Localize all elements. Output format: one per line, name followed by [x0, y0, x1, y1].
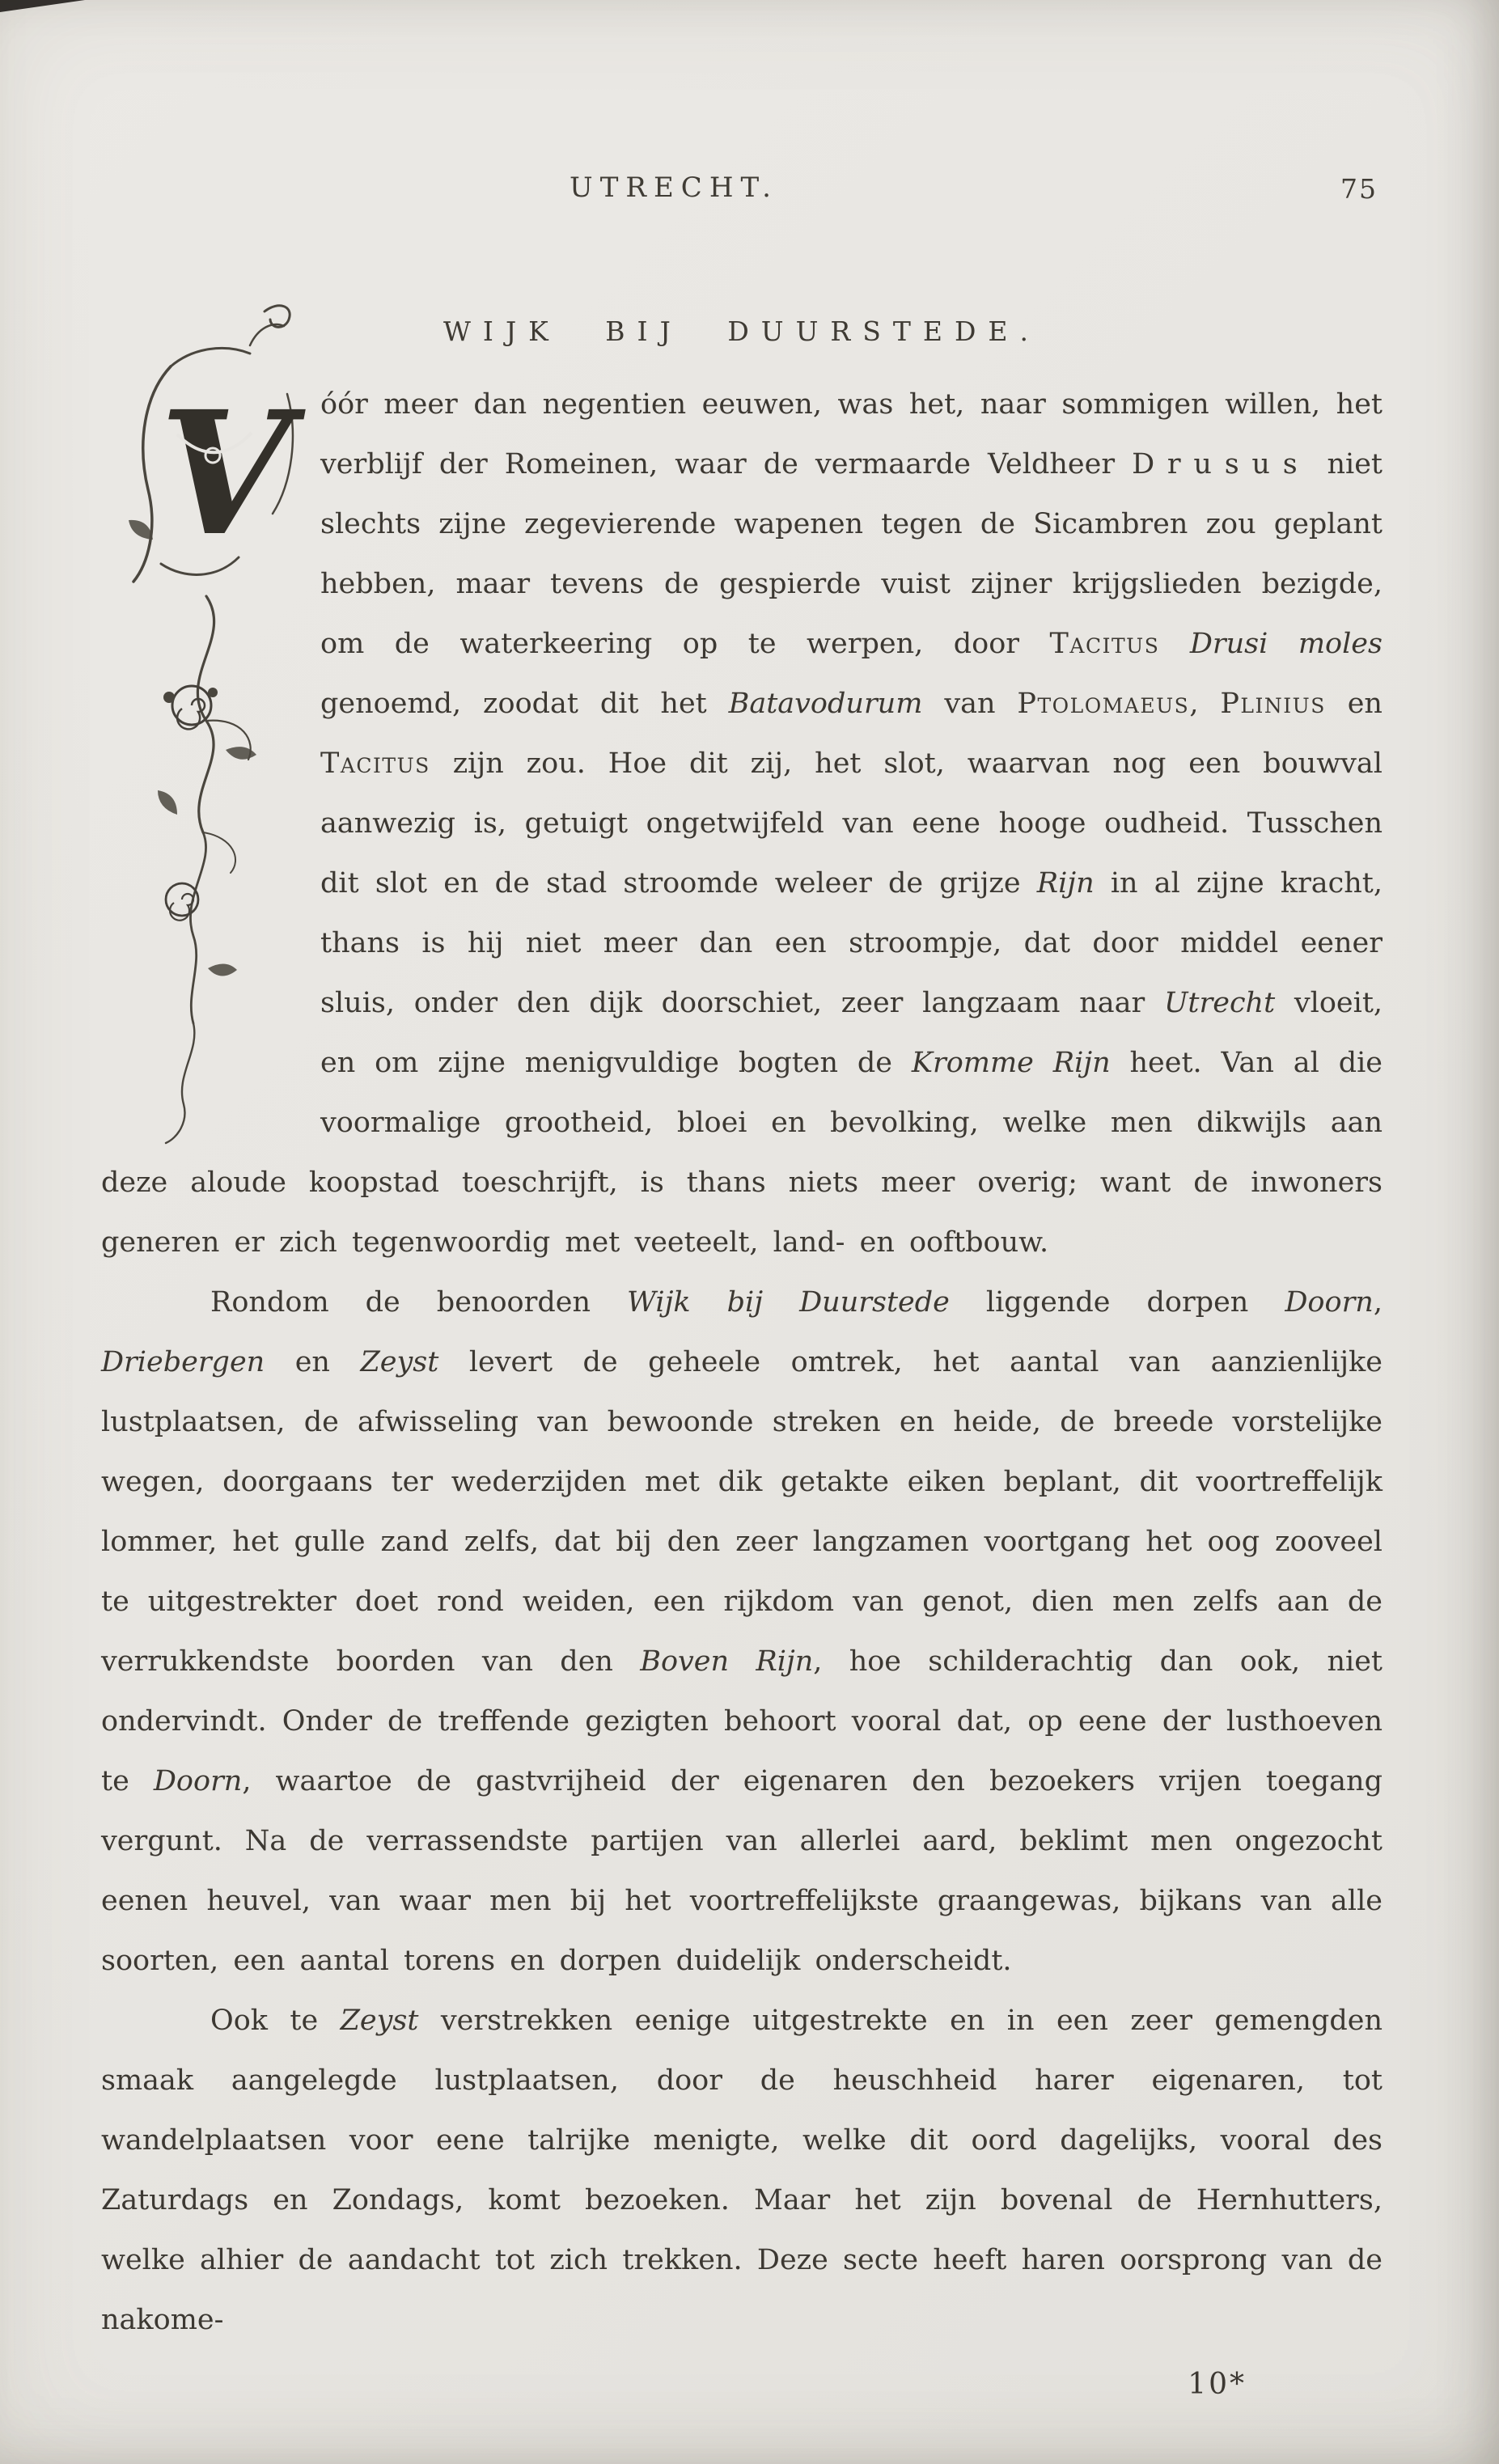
text-run: Wijk bij Duurstede: [627, 1286, 950, 1319]
text-run: liggende dorpen: [949, 1286, 1285, 1319]
page-header: [101, 171, 1383, 204]
text-run: Ptolomaeus: [1017, 688, 1190, 720]
page-number: 75: [1340, 173, 1378, 205]
text-run: heet. Van al die voormalige grootheid, bloei en bevolking, welke men dikwijls aan deze aloude koopstad toeschrijft, is thans niets meer overig; want de inwoners generen er zich tegenwoordig met veeteelt, land- en ooftbouw.: [101, 1047, 1383, 1259]
text-run: verstrekken eenige uitgestrekte en in een zeer gemengden smaak aangelegde lustplaatsen, door de heuschheid harer eigenaren, tot wandelplaatsen voor eene talrijke menigte, welke dit oord dagelijks, vooral des Zaturdags en Zondags, komt bezoeken. Maar het zijn bovenal de Hernhutters, welke alhier de aandacht tot zich trekken. Deze secte heeft haren oorsprong van de nakome-: [101, 2005, 1383, 2336]
text-run: Doorn: [153, 1765, 243, 1797]
text-run: van: [922, 688, 1018, 720]
text-run: levert de geheele omtrek, het aantal van aanzienlijke lustplaatsen, de afwisseling van bewoonde streken en heide, de breede vorstelijke wegen, doorgaans ter wederzijden met dik getakte eiken beplant, dit voortreffelijk lommer, het gulle zand zelfs, dat bij den zeer langzamen voortgang het oog zooveel te uitgestrekter doet rond weiden, een rijkdom van genot, dien men zelfs aan de verrukkendste boorden van den: [101, 1346, 1383, 1678]
section-title: WIJK BIJ DUURSTEDE.: [443, 315, 1040, 347]
text-run: óór meer dan negentien eeuwen, was het, naar sommigen willen, het verblijf der Romeinen, waar de vermaarde Veldheer: [320, 388, 1383, 481]
text-run: vloeit, en om zijne menigvuldige bogten de: [320, 987, 1383, 1079]
paragraph-2: [101, 1272, 1383, 1991]
scan-corner-artifact: [0, 0, 85, 12]
text-run: zijn zou. Hoe dit zij, het slot, waarvan nog een bouwval aanwezig is, getuigt ongetwijfeld van eene hooge oudheid. Tusschen dit slot en de stad stroomde weleer de grijze: [320, 747, 1383, 900]
text-run: Tacitus: [1049, 628, 1160, 660]
text-run: Boven Rijn: [640, 1645, 814, 1678]
text-run: Utrecht: [1163, 987, 1276, 1019]
text-run: Plinius: [1220, 688, 1326, 720]
text-run: in al zijne kracht, thans is hij niet meer dan een stroompje, dat door middel eener sluis, onder den dijk doorschiet, zeer langzaam naar: [320, 867, 1383, 1019]
drop-cap-letter: V: [159, 374, 291, 574]
text-run: ,: [1189, 688, 1221, 720]
text-run: Rijn: [1036, 867, 1095, 900]
text-run: Driebergen: [101, 1346, 265, 1378]
text-run: niet slechts zijne zegevierende wapenen tegen de Sicambren zou geplant hebben, maar tevens de gespierde vuist zijner krijgslieden bezigde, om de waterkeering op te werpen, door: [320, 448, 1383, 660]
text-run: ,: [1373, 1286, 1383, 1319]
text-run: genoemd, zoodat dit het: [320, 688, 729, 720]
running-title: UTRECHT.: [570, 171, 778, 204]
text-run: Drusus: [1132, 448, 1311, 481]
paragraph-3: [101, 1991, 1383, 2350]
text-run: , waartoe de gastvrijheid der eigenaren den bezoekers vrijen toegang vergunt. Na de verrassendste partijen van allerlei aard, beklimt men ongezocht eenen heuvel, van waar men bij het voortreffelijkste graangewas, bijkans van alle soorten, een aantal torens en dorpen duidelijk onderscheidt.: [101, 1765, 1383, 1977]
text-run: Zeyst: [340, 2005, 419, 2037]
page-content: [101, 0, 1383, 2401]
text-run: en: [265, 1346, 361, 1378]
signature-mark: 10*: [1188, 2368, 1247, 2401]
text-run: Batavodurum: [728, 688, 923, 720]
text-run: en: [1325, 688, 1383, 720]
text-run: Drusi moles: [1189, 628, 1383, 660]
text-run: Tacitus: [320, 747, 430, 780]
text-run: , hoe schilderachtig dan ook, niet ondervindt. Onder de treffende gezigten behoort vooral dat, op eene der lusthoeven te: [101, 1645, 1383, 1797]
text-run: [1159, 628, 1190, 660]
text-run: Ook te: [210, 2005, 341, 2037]
text-run: Kromme Rijn: [911, 1047, 1111, 1079]
leaf-shapes: [129, 520, 256, 976]
body-text: [101, 375, 1383, 2350]
ornamental-initial: [101, 375, 320, 1135]
text-run: Zeyst: [360, 1346, 439, 1378]
floral-ornament-graphic: [129, 297, 303, 1154]
text-run: Doorn: [1285, 1286, 1374, 1319]
text-run: Rondom de benoorden: [210, 1286, 628, 1319]
